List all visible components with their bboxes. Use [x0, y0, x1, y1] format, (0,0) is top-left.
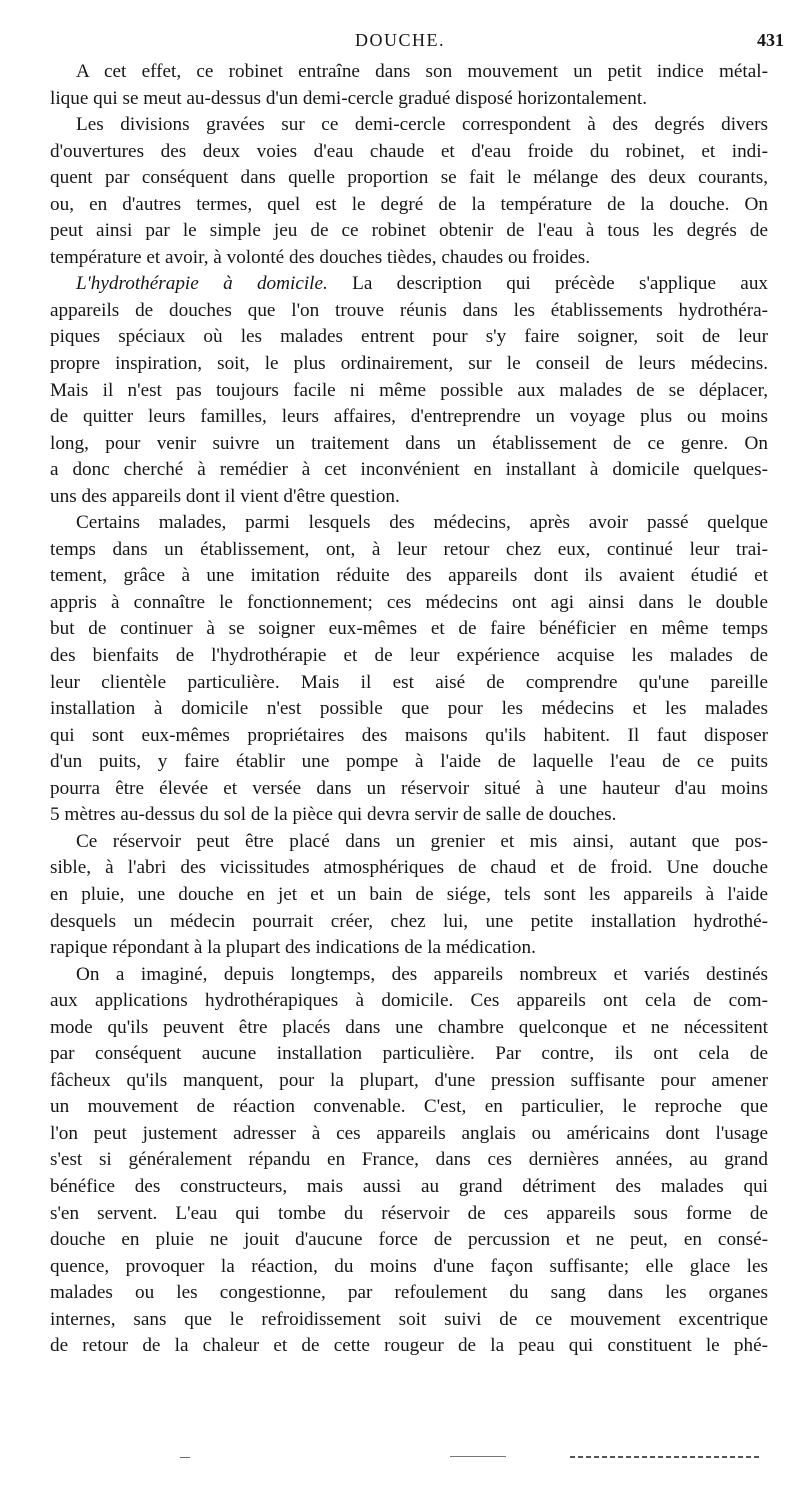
text-line: Ce réservoir peut être placé dans un grenier et mis ainsi, autant que pos-: [76, 830, 768, 852]
text-line: On a imaginé, depuis longtemps, des appareils nombreux et variés destinés: [76, 963, 768, 985]
text-line: rapique répondant à la plupart des indications de la médication.: [50, 937, 536, 959]
text-line: aux applications hydrothérapiques à domicile. Ces appareils ont cela de com-: [50, 990, 768, 1012]
text-line: installation à domicile n'est possible que pour les médecins et les malades: [50, 698, 768, 720]
text-line: peut ainsi par le simple jeu de ce robinet obtenir de l'eau à tous les degrés de: [50, 220, 768, 242]
text-line: l'on peut justement adresser à ces appareils anglais ou américains dont l'usage: [50, 1122, 768, 1144]
paragraph: [50, 962, 768, 1360]
text-line: mode qu'ils peuvent être placés dans une chambre quelconque et ne nécessitent: [50, 1016, 768, 1038]
text-line: 5 mètres au-dessus du sol de la pièce qui devra servir de salle de douches.: [50, 804, 617, 826]
text-line: long, pour venir suivre un traitement dans un établissement de ce genre. On: [50, 432, 768, 454]
text-line: pourra être élevée et versée dans un réservoir situé à une hauteur d'au moins: [50, 777, 768, 799]
text-line: en pluie, une douche en jet et un bain de siége, tels sont les appareils à l'aide: [50, 883, 768, 905]
footer-rule: [180, 1456, 760, 1460]
body-text: [50, 59, 768, 1360]
text-line: quence, provoquer la réaction, du moins d'une façon suffisante; elle glace les: [50, 1255, 768, 1277]
paragraph: [50, 59, 768, 112]
text-line: un mouvement de réaction convenable. C'est, en particulier, le reproche que: [50, 1096, 768, 1118]
text-line: desquels un médecin pourrait créer, chez lui, une petite installation hydrothé-: [50, 910, 768, 932]
text-line: bénéfice des constructeurs, mais aussi au grand détriment des malades qui: [50, 1175, 768, 1197]
paragraph: [50, 510, 768, 829]
text-line: Les divisions gravées sur ce demi-cercle correspondent à des degrés divers: [76, 114, 768, 136]
text-line: de quitter leurs familles, leurs affaires, d'entreprendre un voyage plus ou moins: [50, 406, 768, 428]
footer-dash: [180, 1457, 190, 1458]
text-line: temps dans un établissement, ont, à leur retour chez eux, continué leur trai-: [50, 538, 768, 560]
text-line: internes, sans que le refroidissement soit suivi de ce mouvement excentrique: [50, 1308, 768, 1330]
running-title: DOUCHE.: [355, 30, 445, 50]
text-line: propre inspiration, soit, le plus ordinairement, sur le conseil de leurs médecins.: [50, 353, 768, 375]
text-line: quent par conséquent dans quelle proportion se fait le mélange des deux courants,: [50, 167, 768, 189]
text-line: tement, grâce à une imitation réduite des appareils dont ils avaient étudié et: [50, 565, 768, 587]
text-line: leur clientèle particulière. Mais il est aisé de comprendre qu'une pareille: [50, 671, 768, 693]
text-line: d'ouvertures des deux voies d'eau chaude et d'eau froide du robinet, et indi-: [50, 140, 768, 162]
text-line: de retour de la chaleur et de cette rougeur de la peau qui constituent le phé-: [50, 1335, 768, 1357]
footer-dash: [450, 1456, 506, 1457]
paragraph: [50, 112, 768, 271]
text-line: s'est si généralement répandu en France, dans ces dernières années, au grand: [50, 1149, 768, 1171]
text-line: qui sont eux-mêmes propriétaires des maisons qu'ils habitent. Il faut disposer: [50, 724, 768, 746]
text-run: La description qui précède s'applique aux: [327, 273, 768, 295]
footer-dash: [570, 1456, 760, 1458]
running-head: [0, 30, 800, 56]
text-line: Certains malades, parmi lesquels des médecins, après avoir passé quelque: [76, 512, 768, 534]
text-line: des bienfaits de l'hydrothérapie et de leur expérience acquise les malades de: [50, 645, 768, 667]
text-line: a donc cherché à remédier à cet inconvénient en installant à domicile quelques-: [50, 459, 768, 481]
paragraph: [50, 271, 768, 510]
section-heading: L'hydrothérapie à domicile.: [76, 273, 328, 295]
text-line: appris à connaître le fonctionnement; ces médecins ont agi ainsi dans le double: [50, 591, 768, 613]
text-line: [50, 271, 768, 298]
text-line: sible, à l'abri des vicissitudes atmosphériques de chaud et de froid. Une douche: [50, 857, 768, 879]
text-line: uns des appareils dont il vient d'être question.: [50, 485, 400, 507]
text-line: but de continuer à se soigner eux-mêmes et de faire bénéficier en même temps: [50, 618, 768, 640]
text-line: A cet effet, ce robinet entraîne dans son mouvement un petit indice métal-: [76, 61, 768, 82]
text-line: malades ou les congestionne, par refoulement du sang dans les organes: [50, 1282, 768, 1304]
text-line: ou, en d'autres termes, quel est le degré de la température de la douche. On: [50, 193, 768, 215]
text-line: appareils de douches que l'on trouve réunis dans les établissements hydrothéra-: [50, 299, 768, 321]
text-line: lique qui se meut au-dessus d'un demi-cercle gradué disposé horizontalement.: [50, 87, 648, 109]
paragraph: [50, 829, 768, 962]
text-line: piques spéciaux où les malades entrent pour s'y faire soigner, soit de leur: [50, 326, 768, 348]
text-line: d'un puits, y faire établir une pompe à l'aide de laquelle l'eau de ce puits: [50, 751, 768, 773]
text-line: fâcheux qu'ils manquent, pour la plupart, d'une pression suffisante pour amener: [50, 1069, 768, 1091]
text-line: par conséquent aucune installation particulière. Par contre, ils ont cela de: [50, 1043, 768, 1065]
text-line: Mais il n'est pas toujours facile ni même possible aux malades de se déplacer,: [50, 379, 768, 401]
page-number: 431: [757, 30, 784, 50]
text-line: température et avoir, à volonté des douches tièdes, chaudes ou froides.: [50, 246, 591, 268]
text-line: s'en servent. L'eau qui tombe du réservoir de ces appareils sous forme de: [50, 1202, 768, 1224]
text-line: douche en pluie ne jouit d'aucune force de percussion et ne peut, en consé-: [50, 1229, 768, 1251]
